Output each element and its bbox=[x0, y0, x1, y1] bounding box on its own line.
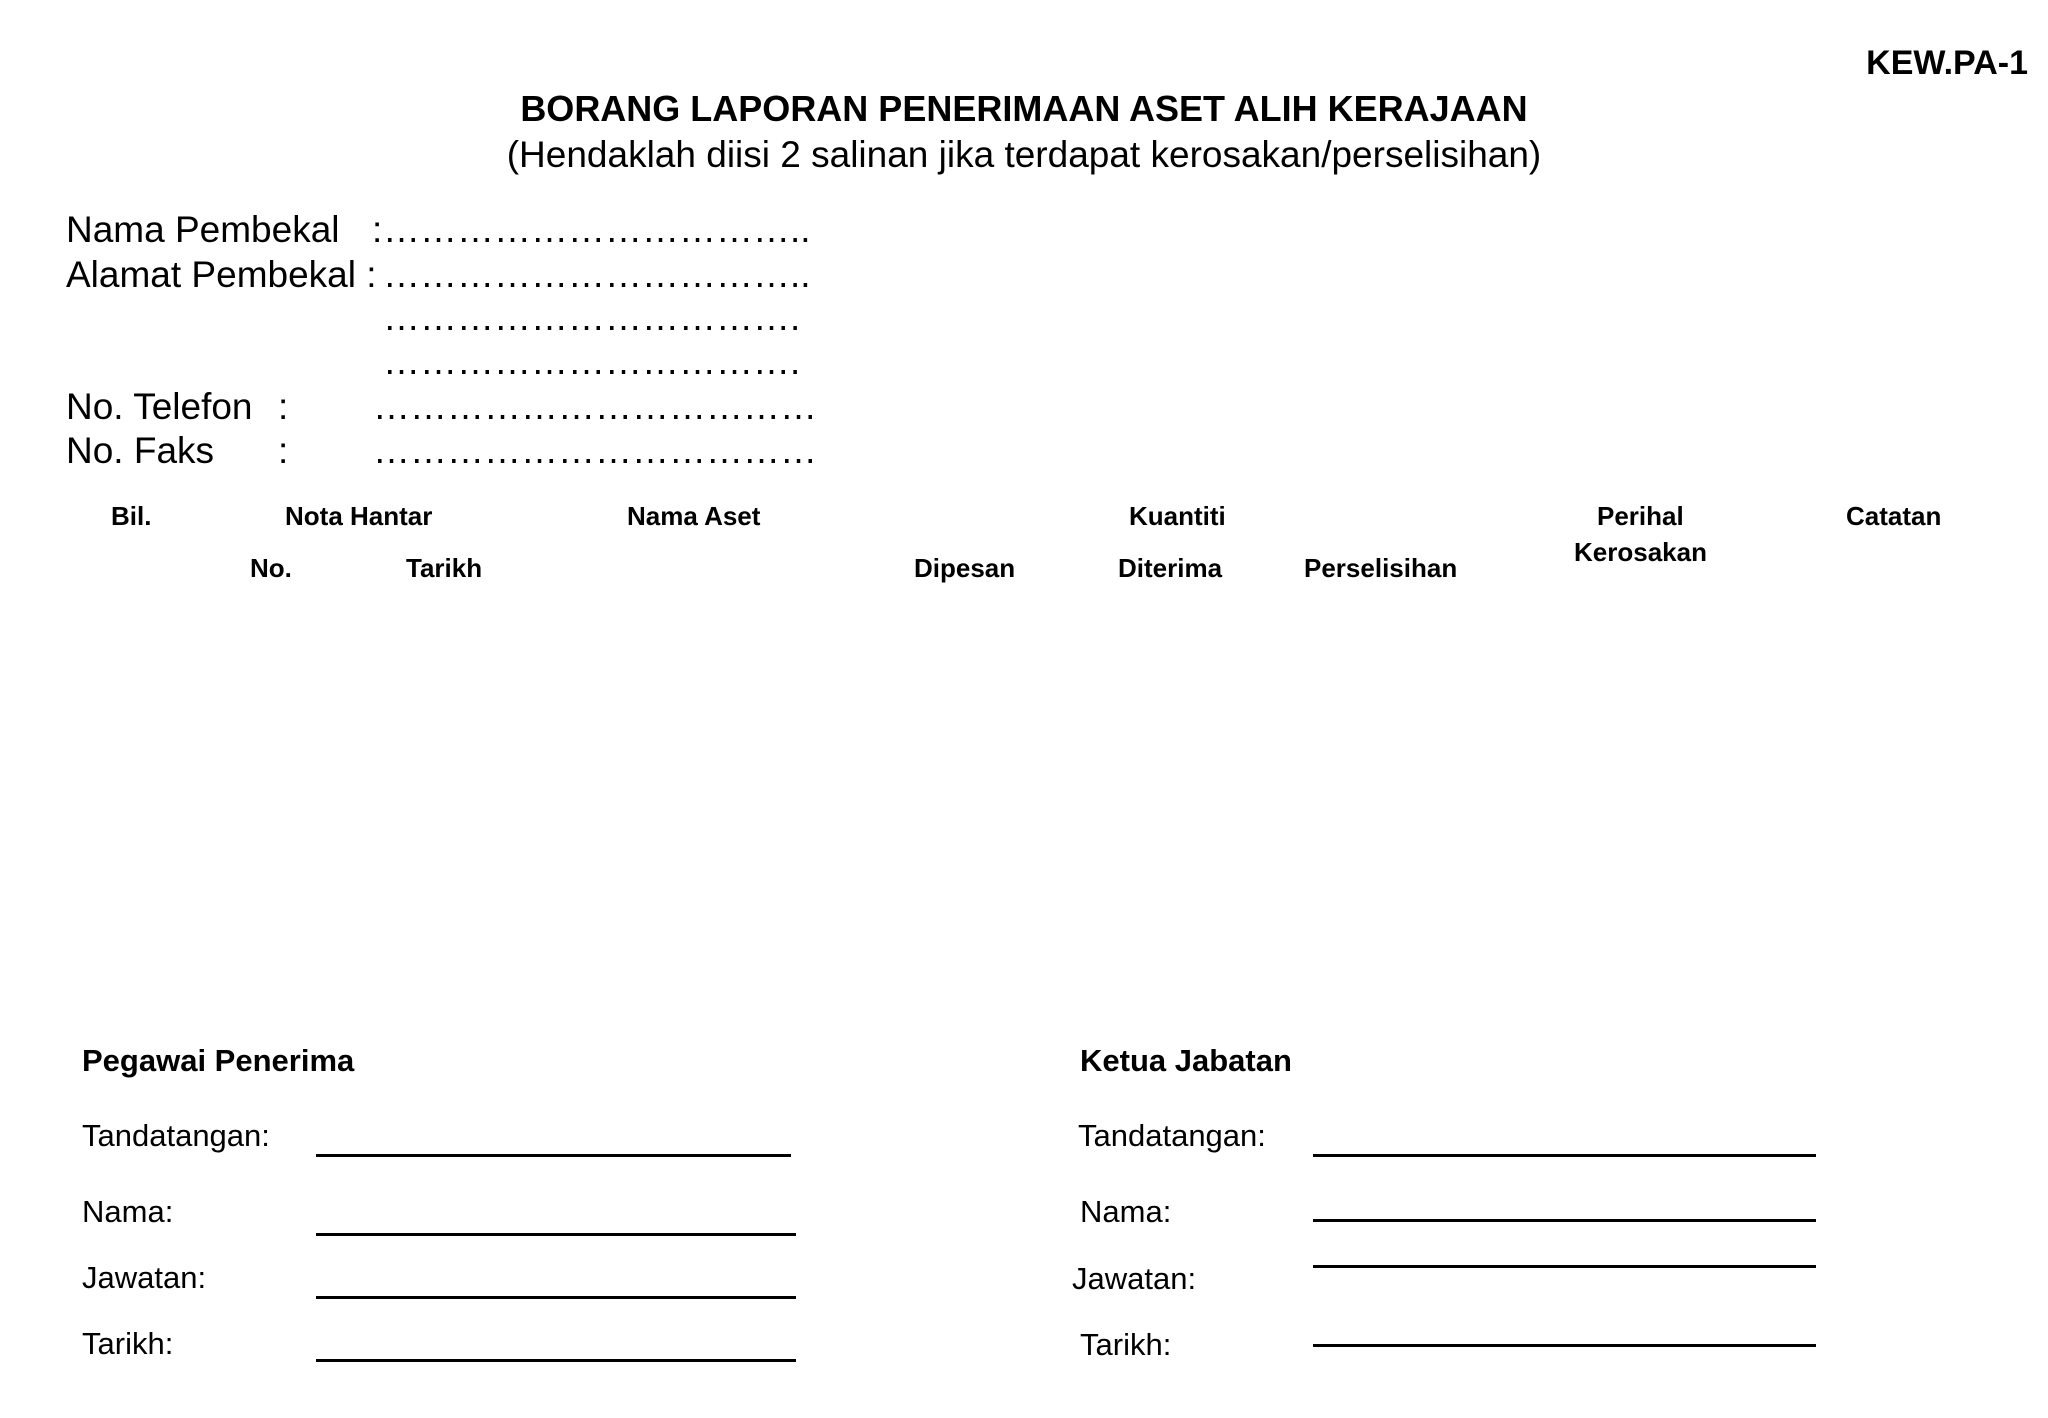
head-of-department-name-label: Nama: bbox=[1080, 1194, 1172, 1229]
receiving-officer-signature-line[interactable] bbox=[316, 1154, 791, 1157]
header-kerosakan: Kerosakan bbox=[1574, 537, 1707, 567]
receiving-officer-date-label: Tarikh: bbox=[82, 1326, 174, 1361]
supplier-address-field-2[interactable]: ……………………………. bbox=[383, 297, 801, 338]
supplier-phone-field[interactable]: ……………………………… bbox=[373, 386, 817, 427]
receiving-officer-position-label: Jawatan: bbox=[82, 1260, 207, 1295]
supplier-fax-field[interactable]: ……………………………… bbox=[373, 430, 817, 471]
head-of-department-name-line[interactable] bbox=[1313, 1219, 1816, 1222]
supplier-address-field-3[interactable]: ……………………………. bbox=[383, 341, 801, 382]
header-bil: Bil. bbox=[111, 501, 152, 531]
head-of-department-date-label: Tarikh: bbox=[1080, 1327, 1172, 1362]
header-catatan: Catatan bbox=[1846, 501, 1942, 531]
header-no: No. bbox=[250, 553, 292, 583]
head-of-department-position-line[interactable] bbox=[1313, 1265, 1816, 1268]
supplier-address-field-1[interactable]: …………………………….. bbox=[383, 254, 811, 295]
receiving-officer-name-line[interactable] bbox=[316, 1233, 796, 1236]
head-of-department-heading: Ketua Jabatan bbox=[1080, 1043, 1292, 1078]
page-title: BORANG LAPORAN PENERIMAAN ASET ALIH KERAJAAN bbox=[520, 88, 1528, 129]
header-perselisihan: Perselisihan bbox=[1304, 553, 1458, 583]
head-of-department-date-line[interactable] bbox=[1313, 1344, 1816, 1347]
supplier-name-field[interactable]: …………………………….. bbox=[383, 209, 811, 250]
supplier-name-colon: : bbox=[372, 209, 383, 250]
supplier-address-label: Alamat Pembekal : bbox=[66, 254, 377, 295]
supplier-fax-label: No. Faks bbox=[66, 430, 215, 471]
supplier-phone-label: No. Telefon bbox=[66, 386, 253, 427]
header-dipesan: Dipesan bbox=[914, 553, 1016, 583]
header-kuantiti: Kuantiti bbox=[1129, 501, 1226, 531]
header-perihal: Perihal bbox=[1597, 501, 1684, 531]
receiving-officer-date-line[interactable] bbox=[316, 1359, 796, 1362]
receiving-officer-signature-label: Tandatangan: bbox=[82, 1118, 270, 1153]
head-of-department-signature-line[interactable] bbox=[1313, 1154, 1816, 1157]
supplier-fax-colon: : bbox=[278, 430, 289, 471]
head-of-department-position-label: Jawatan: bbox=[1072, 1261, 1197, 1296]
header-nota-hantar: Nota Hantar bbox=[285, 501, 433, 531]
form-code: KEW.PA-1 bbox=[1866, 44, 2028, 82]
head-of-department-signature-label: Tandatangan: bbox=[1078, 1118, 1266, 1153]
receiving-officer-position-line[interactable] bbox=[316, 1296, 796, 1299]
receiving-officer-heading: Pegawai Penerima bbox=[82, 1043, 355, 1078]
supplier-name-label: Nama Pembekal bbox=[66, 209, 340, 250]
header-diterima: Diterima bbox=[1118, 553, 1223, 583]
page-subtitle: (Hendaklah diisi 2 salinan jika terdapat kerosakan/perselisihan) bbox=[506, 134, 1542, 175]
header-tarikh: Tarikh bbox=[406, 553, 483, 583]
header-nama-aset: Nama Aset bbox=[627, 501, 761, 531]
receiving-officer-name-label: Nama: bbox=[82, 1194, 174, 1229]
supplier-phone-colon: : bbox=[278, 386, 289, 427]
